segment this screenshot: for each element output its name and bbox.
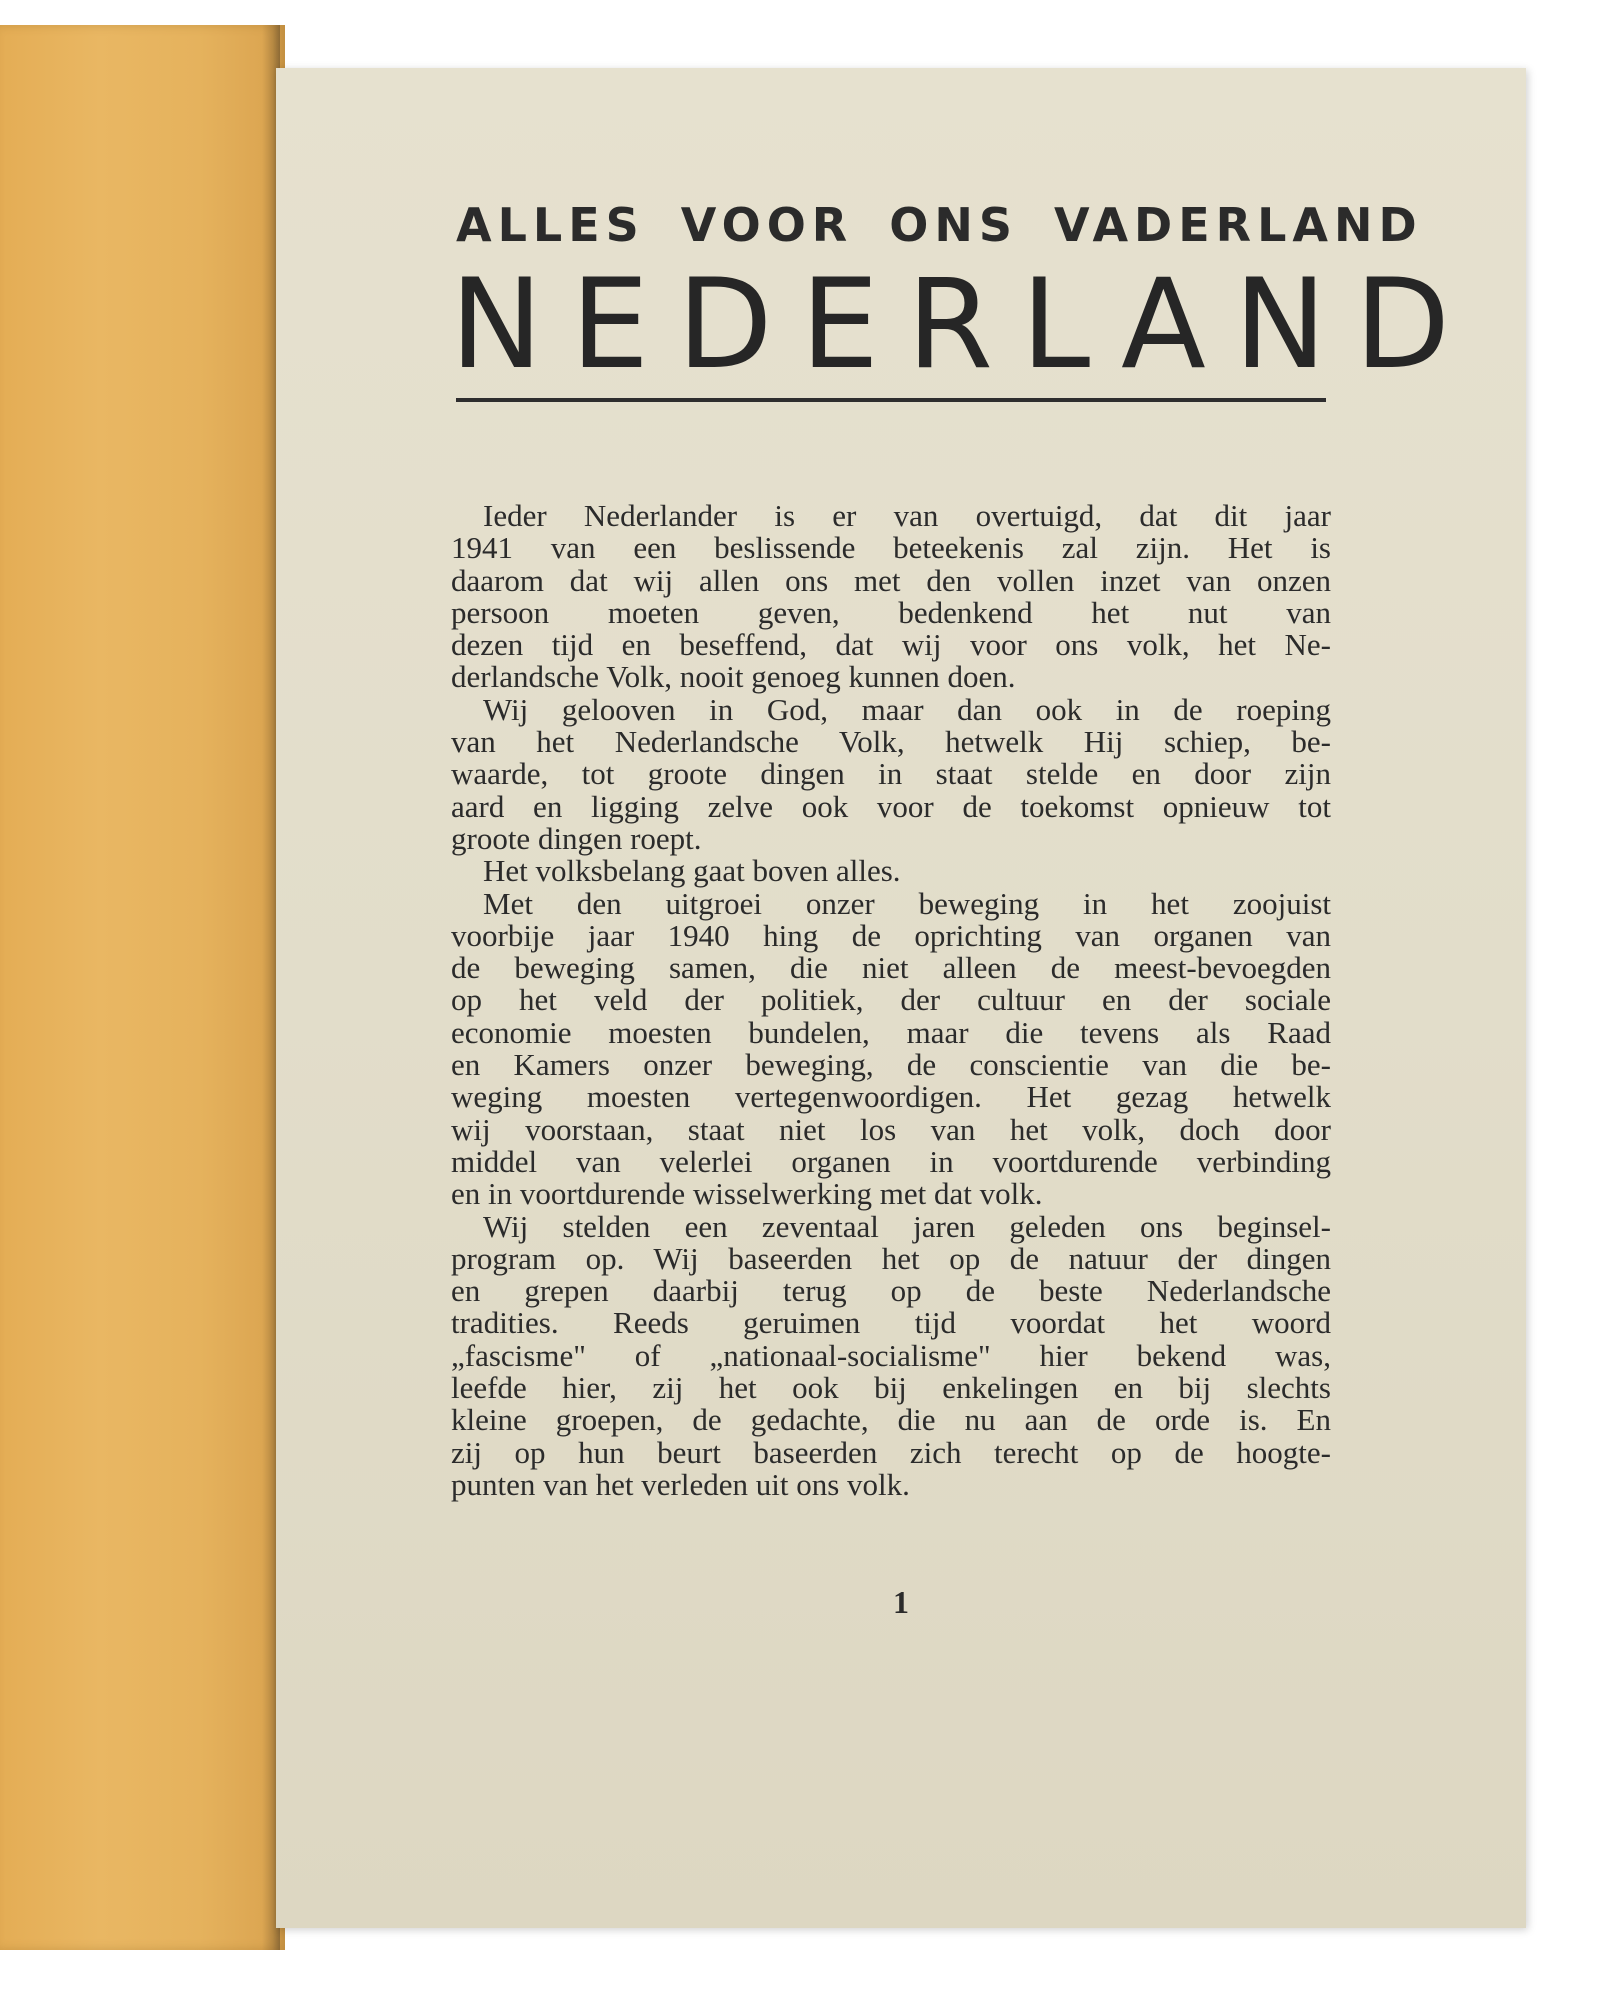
paragraph-2 — [451, 691, 1331, 856]
paragraph-4 — [451, 885, 1331, 1212]
text-line: de beweging samen, die niet alleen de meest-bevoegden — [451, 950, 1331, 986]
text-line: Wij stelden een zeventaal jaren geleden ons beginsel- — [483, 1208, 1331, 1244]
text-line: en in voortdurende wisselwerking met dat volk. — [451, 1176, 1043, 1212]
text-line: daarom dat wij allen ons met den vollen inzet van onzen — [451, 562, 1331, 598]
title-underline — [456, 398, 1326, 402]
page-number: 1 — [893, 1584, 909, 1620]
paragraph-1 — [451, 500, 1331, 694]
text-line: dezen tijd en beseffend, dat wij voor ons volk, het Ne- — [451, 627, 1331, 663]
text-line: kleine groepen, de gedachte, die nu aan de orde is. En — [451, 1402, 1331, 1438]
text-line: aard en ligging zelve ook voor de toekomst opnieuw tot — [451, 788, 1331, 824]
text-line: van het Nederlandsche Volk, hetwelk Hij schiep, be- — [451, 724, 1331, 760]
text-line: economie moesten bundelen, maar die tevens als Raad — [451, 1014, 1331, 1050]
text-line: program op. Wij baseerden het op de natuur der dingen — [451, 1240, 1331, 1276]
text-line: Wij gelooven in God, maar dan ook in de roeping — [483, 691, 1331, 727]
text-line: Het volksbelang gaat boven alles. — [483, 853, 901, 889]
text-line: op het veld der politiek, der cultuur en der sociale — [451, 982, 1331, 1018]
paragraph-3 — [451, 855, 1331, 887]
text-line: voorbije jaar 1940 hing de oprichting van organen van — [451, 917, 1331, 953]
text-line: middel van velerlei organen in voortdurende verbinding — [451, 1143, 1331, 1179]
text-line: zij op hun beurt baseerden zich terecht op de hoogte- — [451, 1434, 1331, 1470]
paragraph-5 — [451, 1208, 1331, 1502]
text-line: Ieder Nederlander is er van overtuigd, dat dit jaar — [483, 498, 1331, 533]
text-line: waarde, tot groote dingen in staat stelde en door zijn — [451, 756, 1331, 792]
text-line: en grepen daarbij terug op de beste Nederlandsche — [451, 1273, 1331, 1309]
book-page — [276, 68, 1526, 1928]
text-line: punten van het verleden uit ons volk. — [451, 1466, 910, 1502]
book-cover-left — [0, 25, 285, 1950]
body-text — [451, 500, 1331, 1501]
text-line: wij voorstaan, staat niet los van het volk, doch door — [451, 1111, 1331, 1147]
text-line: derlandsche Volk, nooit genoeg kunnen doen. — [451, 659, 1016, 695]
text-line: en Kamers onzer beweging, de conscientie van die be- — [451, 1047, 1331, 1083]
text-line: „fascisme" of „nationaal-socialisme" hier bekend was, — [451, 1337, 1331, 1373]
page-subtitle: ALLES VOOR ONS VADERLAND — [456, 198, 1423, 252]
text-line: groote dingen roept. — [451, 820, 702, 856]
text-line: persoon moeten geven, bedenkend het nut van — [451, 594, 1331, 630]
text-line: tradities. Reeds geruimen tijd voordat het woord — [451, 1305, 1331, 1341]
page-title: NEDERLAND — [450, 253, 1479, 397]
text-line: Met den uitgroei onzer beweging in het zoojuist — [483, 885, 1331, 921]
text-line: leefde hier, zij het ook bij enkelingen en bij slechts — [451, 1370, 1331, 1406]
text-line: weging moesten vertegenwoordigen. Het gezag hetwelk — [451, 1079, 1331, 1115]
text-line: 1941 van een beslissende beteekenis zal zijn. Het is — [451, 530, 1331, 566]
